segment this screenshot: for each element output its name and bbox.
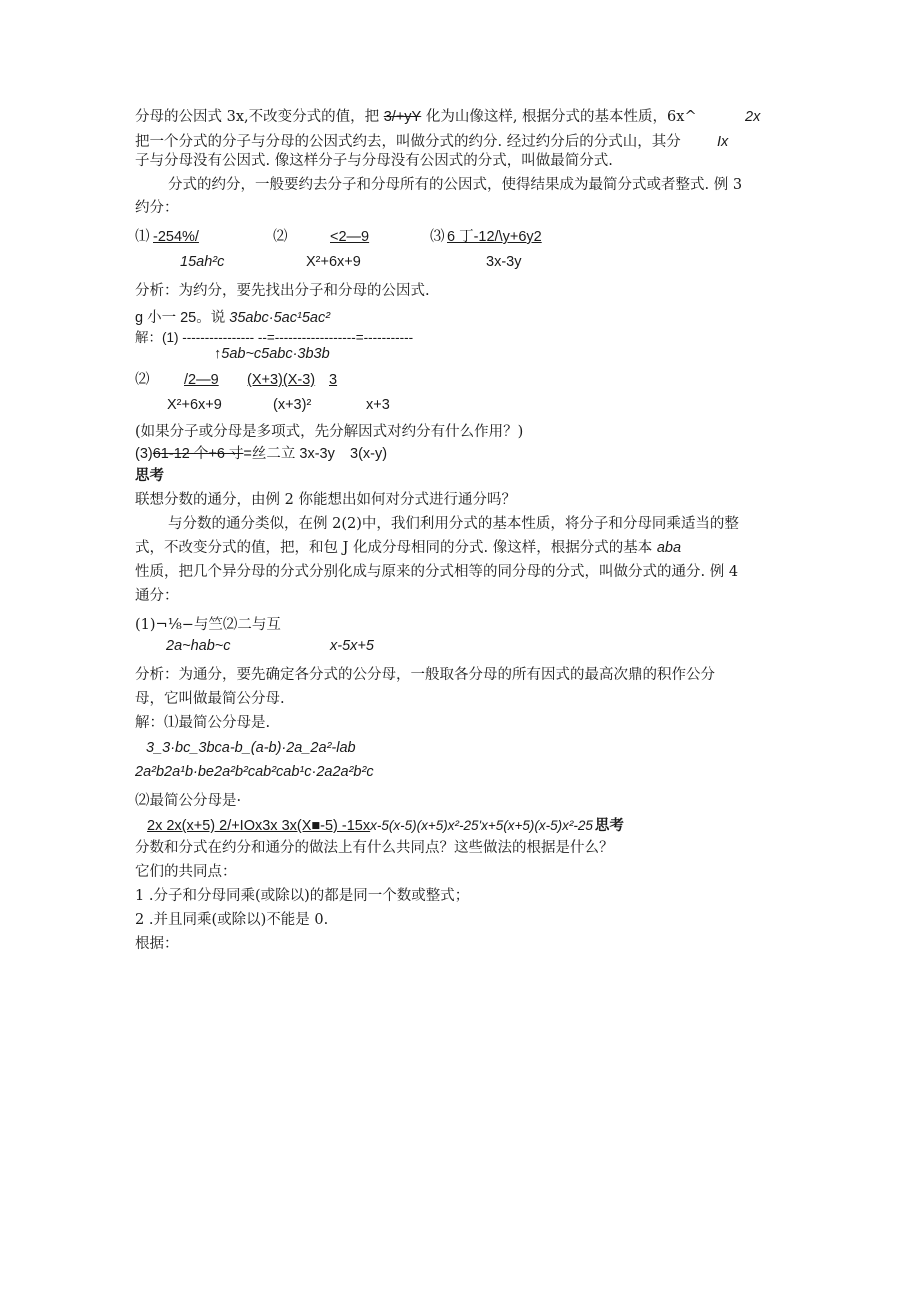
text-line-31: 分数和分式在约分和通分的做法上有什么共同点？这些做法的根据是什么？	[135, 840, 614, 856]
solution-line-1: 解：(1) ---------------- --=------------------=-----------	[135, 330, 414, 345]
list-item-2: 2 .并且同乘(或除以)不能是 0.	[135, 912, 329, 928]
problem-3-numerator: 6 丁-12/\y+6y2	[447, 229, 542, 245]
text-segment: 把一个分式的分子与分母的公因式约去，叫做分式的约分. 经过约分后的分式山，其分	[135, 134, 681, 150]
formula-fragment: aba	[656, 540, 682, 556]
problem-1-denominator: 15ah²c	[180, 254, 225, 270]
text-line-17: 联想分数的通分，由例 2 你能想出如何对分式进行通分吗？	[135, 492, 516, 508]
list-item-1: 1 .分子和分母同乘(或除以)的都是同一个数或整式；	[135, 888, 470, 904]
formula-line-27: 3_3·bc_3bca-b_(a-b)·2a_2a²-lab	[146, 740, 356, 756]
problem-3-denominator: 3x-3y	[486, 254, 522, 270]
fraction-denominator: X²+6x+9	[167, 397, 222, 413]
formula-line-28: 2a²b2a¹b·be2a²b²cab²cab¹c·2a2a²b²c	[135, 764, 374, 780]
text-line-32: 它们的共同点：	[135, 864, 237, 880]
text-line-4: 分式的约分，一般要约去分子和分母所有的公因式，使得结果成为最简分式或者整式. 例 3	[168, 177, 743, 193]
problem-denominators: 2a~hab~c	[166, 638, 231, 654]
formula-denominator: 2x	[745, 109, 761, 125]
text-line-9	[135, 309, 330, 327]
text-line-2	[135, 133, 681, 151]
formula-fragment: 61-12 个+6 寸	[152, 446, 244, 462]
text-segment: =丝二立 3x-3y	[243, 446, 335, 462]
formula-fragment: 2x 2x(x+5) 2/+IOx3x 3x(X■-5) -15x	[147, 818, 371, 834]
fraction-numerator: (X+3)(X-3)	[247, 372, 316, 388]
section-heading-think: 思考	[594, 817, 624, 834]
text-line-35: 根据：	[135, 936, 179, 952]
problem-line: (1)¬⅛−与竺⑵二与互	[135, 617, 281, 633]
text-segment: 分母的公因式 3x,不改变分式的值，把	[135, 109, 384, 125]
formula-fragment: 3(x-y)	[350, 446, 388, 462]
problem-label-2: ⑵	[273, 229, 288, 245]
text-line-25: 母，它叫做最简公分母.	[135, 691, 285, 707]
formula-fragment: x-5(x-5)(x+5)x²-25'x+5(x+5)(x-5)x²-25	[370, 818, 593, 833]
formula-fragment: Ix	[717, 134, 729, 150]
text-segment: 化为山像这样, 根据分式的基本性质，6x^	[421, 109, 697, 125]
problem-label-2b: ⑵	[135, 372, 150, 388]
problem-denominators: x-5x+5	[330, 638, 374, 654]
text-line-3: 子与分母没有公因式. 像这样分子与分母没有公因式的分式，叫做最简分式.	[135, 153, 613, 169]
problem-label-1: ⑴	[135, 229, 150, 245]
text-line-analysis: 分析：为约分，要先找出分子和分母的公因式.	[135, 283, 430, 299]
section-heading-think: 思考	[135, 467, 164, 484]
text-line-21: 通分：	[135, 588, 179, 604]
fraction-denominator: x+3	[366, 397, 390, 413]
text-line-26: 解：⑴最简公分母是.	[135, 715, 271, 731]
text-line-question: (如果分子或分母是多项式，先分解因式对约分有什么作用？)	[135, 424, 524, 440]
fraction-numerator: 3	[329, 372, 338, 388]
formula-line-30	[147, 817, 624, 835]
problem-label-3: ⑶	[430, 229, 445, 245]
text-line-19	[135, 539, 681, 557]
text-segment: 式，不改变分式的值，把，和包 J 化成分母相同的分式. 像这样，根据分式的基本	[135, 540, 657, 556]
text-line-18: 与分数的通分类似，在例 2(2)中，我们利用分式的基本性质，将分子和分母同乘适当的整	[168, 516, 739, 532]
text-segment: (3)	[135, 446, 153, 462]
text-line-15	[135, 445, 335, 463]
text-line-24: 分析：为通分，要先确定各分式的公分母，一般取各分母的所有因式的最高次鼎的积作公分	[135, 667, 715, 683]
fraction-numerator: /2—9	[184, 372, 219, 388]
text-line-5: 约分：	[135, 200, 179, 216]
problem-2-denominator: X²+6x+9	[306, 254, 361, 270]
problem-1-numerator: -254%/	[153, 229, 199, 245]
problem-2-numerator: <2—9	[330, 229, 370, 245]
fraction-denominator: (x+3)²	[273, 397, 312, 413]
text-segment: g 小一 25。说	[135, 310, 230, 326]
formula-fraction: 3/+yY	[383, 109, 422, 125]
text-line-1	[135, 108, 697, 126]
solution-line-2: ↑5ab~c5abc·3b3b	[214, 346, 330, 362]
text-line-29: ⑵最简公分母是·	[135, 793, 242, 809]
formula-fragment: 35abc·5ac¹5ac²	[229, 310, 331, 326]
text-line-20: 性质，把几个异分母的分式分别化成与原来的分式相等的同分母的分式，叫做分式的通分. 例 4	[135, 564, 739, 580]
